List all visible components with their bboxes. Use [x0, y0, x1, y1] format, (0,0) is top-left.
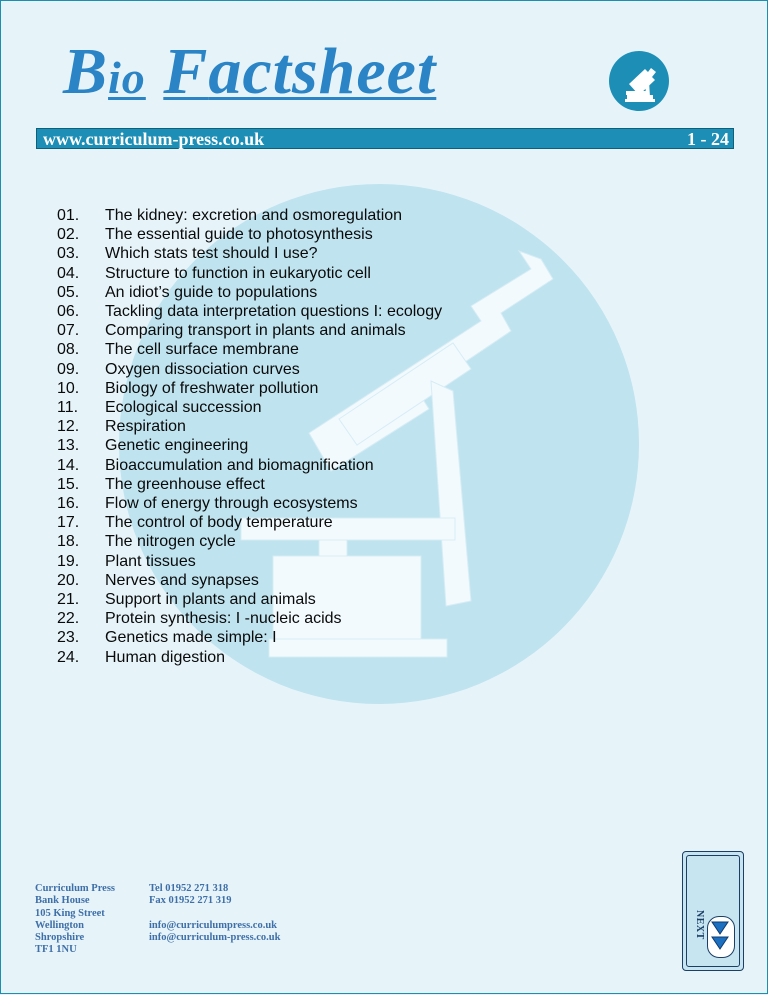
- item-title: Respiration: [105, 418, 186, 436]
- item-number: 13.: [57, 437, 80, 455]
- item-title: Oxygen dissociation curves: [105, 360, 300, 378]
- title-b: B: [63, 35, 109, 108]
- item-title: Genetic engineering: [105, 437, 249, 455]
- item-title: The control of body temperature: [105, 514, 333, 532]
- item-title: Ecological succession: [105, 399, 262, 417]
- list-item[interactable]: [57, 648, 442, 667]
- list-item[interactable]: [57, 283, 442, 302]
- list-item[interactable]: [57, 302, 442, 321]
- item-number: 06.: [57, 303, 80, 321]
- factsheet-title: [63, 35, 437, 108]
- item-number: 04.: [57, 264, 80, 282]
- address-line: Curriculum Press: [35, 883, 116, 894]
- list-item[interactable]: [57, 532, 442, 551]
- header-banner: [36, 128, 734, 149]
- microscope-icon: [609, 51, 669, 111]
- fax: Fax 01952 271 319: [149, 895, 232, 907]
- address-line: TF1 1NU: [35, 944, 77, 956]
- list-item[interactable]: [57, 225, 442, 244]
- issue-range: 1 - 24: [687, 129, 729, 149]
- list-item[interactable]: [57, 244, 442, 263]
- list-item[interactable]: [57, 456, 442, 475]
- item-title: Nerves and synapses: [105, 571, 259, 589]
- item-title: An idiot’s guide to populations: [105, 283, 318, 301]
- item-title: The kidney: excretion and osmoregulation: [105, 207, 403, 224]
- item-number: 17.: [57, 514, 80, 532]
- item-title: The essential guide to photosynthesis: [105, 226, 373, 244]
- title-f: F: [163, 35, 209, 108]
- item-number: 14.: [57, 456, 80, 474]
- contents-list: [57, 206, 442, 667]
- list-item[interactable]: [57, 340, 442, 359]
- address-line: Wellington: [35, 919, 85, 931]
- email-link[interactable]: info@curriculumpress.co.uk: [149, 919, 277, 931]
- item-number: 12.: [57, 418, 80, 436]
- item-number: 11.: [57, 399, 79, 417]
- list-item[interactable]: [57, 417, 442, 436]
- address-line: 105 King Street: [35, 907, 105, 919]
- item-number: 20.: [57, 571, 80, 589]
- item-number: 23.: [57, 629, 80, 647]
- list-item[interactable]: [57, 590, 442, 609]
- list-item[interactable]: [57, 379, 442, 398]
- item-title: Support in plants and animals: [105, 591, 316, 609]
- item-title: Structure to function in eukaryotic cell: [105, 264, 371, 282]
- item-number: 24.: [57, 648, 80, 666]
- email-link[interactable]: info@curriculum-press.co.uk: [149, 932, 281, 944]
- item-number: 16.: [57, 495, 80, 513]
- list-item[interactable]: [57, 321, 442, 340]
- item-number: 05.: [57, 283, 80, 301]
- list-item[interactable]: [57, 398, 442, 417]
- item-title: Protein synthesis: I -nucleic acids: [105, 610, 342, 628]
- item-number: 10.: [57, 379, 80, 397]
- list-item[interactable]: [57, 360, 442, 379]
- telephone: Tel 01952 271 318: [149, 883, 229, 894]
- website-url[interactable]: www.curriculum-press.co.uk: [43, 129, 265, 149]
- item-number: 07.: [57, 322, 80, 340]
- item-number: 22.: [57, 610, 80, 628]
- item-title: Human digestion: [105, 648, 226, 666]
- item-number: 18.: [57, 533, 80, 551]
- item-title: The nitrogen cycle: [105, 533, 236, 551]
- item-number: 03.: [57, 245, 80, 263]
- item-title: The cell surface membrane: [105, 341, 299, 359]
- list-item[interactable]: [57, 475, 442, 494]
- item-title: Genetics made simple: I: [105, 629, 277, 647]
- address-line: Bank House: [35, 895, 90, 907]
- item-number: 21.: [57, 591, 80, 609]
- title-actsheet: actsheet: [208, 35, 437, 108]
- item-title: Biology of freshwater pollution: [105, 379, 319, 397]
- double-down-arrow-icon: [707, 916, 735, 958]
- item-number: 19.: [57, 552, 80, 570]
- item-number: 08.: [57, 341, 80, 359]
- item-title: Comparing transport in plants and animals: [105, 322, 406, 340]
- list-item[interactable]: [57, 552, 442, 571]
- item-title: The greenhouse effect: [105, 475, 265, 493]
- item-number: 09.: [57, 360, 80, 378]
- address-line: Shropshire: [35, 932, 85, 944]
- item-number: 01.: [57, 207, 80, 224]
- list-item[interactable]: [57, 513, 442, 532]
- next-button[interactable]: [682, 851, 744, 971]
- list-item[interactable]: [57, 609, 442, 628]
- list-item[interactable]: [57, 494, 442, 513]
- publisher-contact: [149, 883, 281, 944]
- list-item[interactable]: [57, 571, 442, 590]
- list-item[interactable]: [57, 436, 442, 455]
- next-label: NEXT: [694, 910, 705, 940]
- item-title: Flow of energy through ecosystems: [105, 495, 358, 513]
- publisher-address: [35, 883, 115, 957]
- title-io: io: [108, 52, 146, 103]
- item-title: Bioaccumulation and biomagnification: [105, 456, 374, 474]
- item-title: Plant tissues: [105, 552, 196, 570]
- item-number: 15.: [57, 475, 80, 493]
- item-title: Tackling data interpretation questions I: ecology: [105, 303, 443, 321]
- item-title: Which stats test should I use?: [105, 245, 318, 263]
- item-number: 02.: [57, 226, 80, 244]
- list-item[interactable]: [57, 206, 442, 225]
- list-item[interactable]: [57, 264, 442, 283]
- list-item[interactable]: [57, 628, 442, 647]
